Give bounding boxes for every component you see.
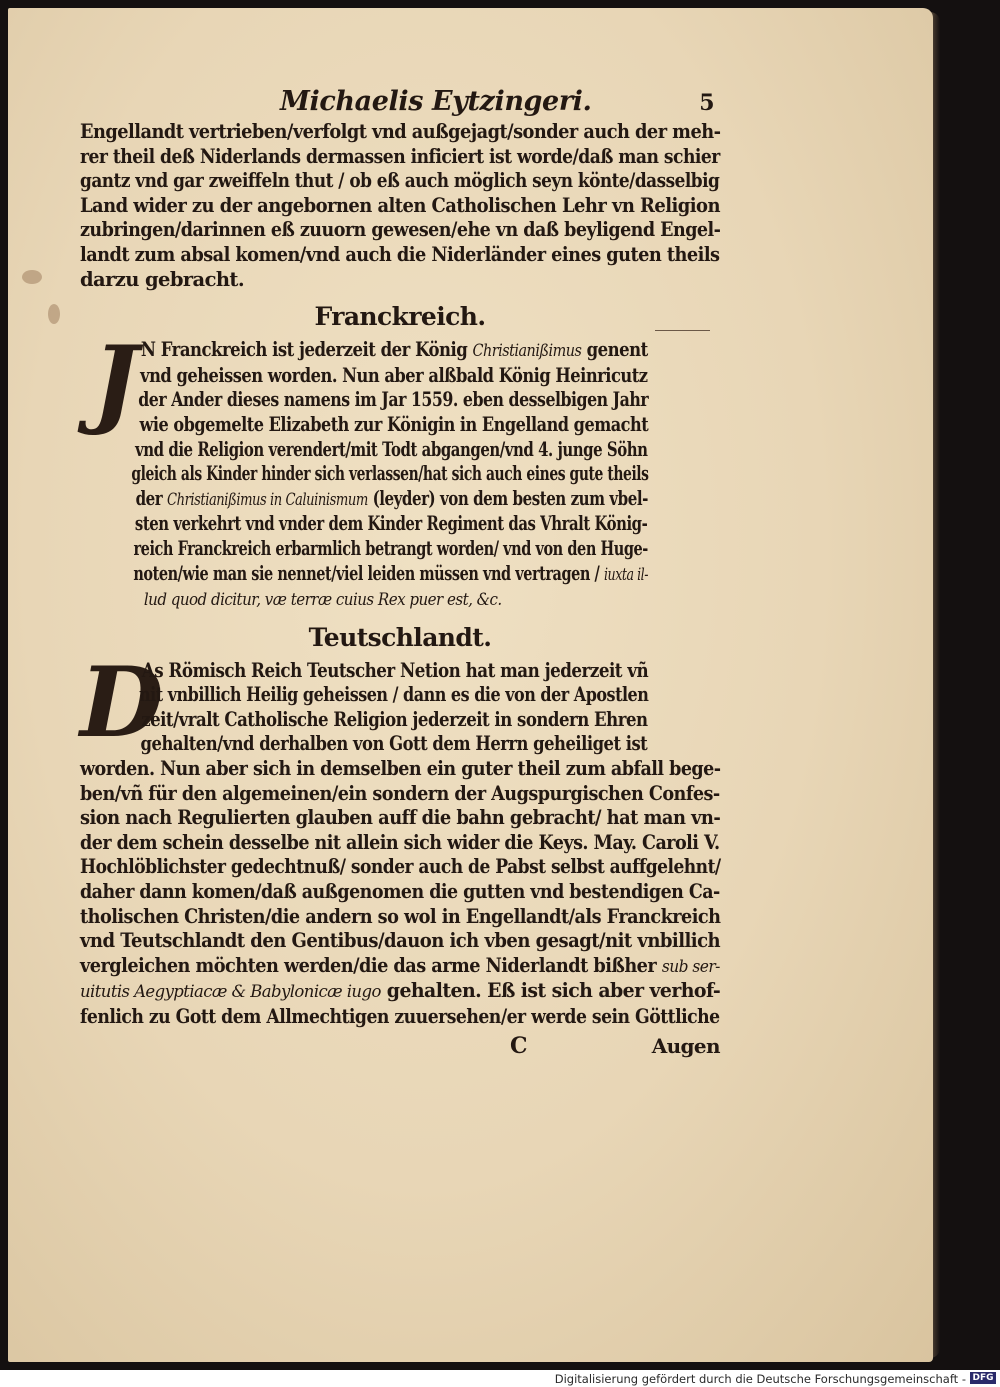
text-line (80, 363, 648, 389)
text-line (80, 587, 648, 613)
line-text: vergleichen möchten werden/die das arme Niderlandt bißher (80, 953, 662, 977)
line-text: ben/vñ für den algemeinen/ein sondern der Augspurgischen Confes- (80, 781, 720, 805)
line-text: sion nach Regulierten glauben auff die bahn gebracht/ hat man vn- (80, 806, 721, 830)
text-line (80, 855, 721, 880)
digitization-credit-bar (0, 1370, 1000, 1387)
latin-italic-text: Christianißimus in Caluinismum (167, 489, 368, 510)
text-line (80, 338, 648, 364)
text-line (80, 806, 721, 831)
ink-stain (22, 270, 42, 284)
text-line: darzu gebracht. (80, 267, 245, 291)
text-line: Land wider zu der angebornen alten Catholischen Lehr vn Religion (80, 193, 720, 217)
text-line: zubringen/darinnen eß zuuorn gewesen/ehe vn daß beyligend Engel- (80, 218, 721, 242)
line-text: der (135, 486, 168, 510)
line-text: (leyder) von dem besten zum vbel- (367, 486, 648, 510)
text-line (80, 561, 649, 588)
line-text: As Römisch Reich Teutscher Netion hat man jederzeit vñ (141, 658, 649, 682)
page-text (80, 86, 721, 1059)
latin-italic-text: sub ser- (661, 956, 720, 977)
section-title-franckreich: Franckreich. (314, 302, 486, 332)
text-line (80, 486, 648, 513)
text-line: Engellandt vertrieben/verfolgt vnd außgejagt/sonder auch der meh- (80, 120, 721, 143)
text-line: landt zum absal komen/vnd auch die Niderländer eines guten theils (80, 242, 720, 266)
line-text: der Ander dieses namens im Jar 1559. eben desselbigen Jahr (138, 388, 649, 412)
line-text: genent (581, 338, 648, 362)
text-line (80, 732, 648, 757)
line-text: nit vnbillich Heilig geheissen / dann es die von der Apostlen (139, 683, 649, 707)
decorative-rule (655, 330, 710, 331)
text-line (80, 953, 720, 980)
text-line (80, 781, 720, 807)
line-text: tholischen Christen/die andern so wol in Engellandt/als Franckreich (80, 904, 721, 928)
line-text: der dem schein desselbe nit allein sich wider die Keys. May. Caroli V. (80, 830, 720, 854)
line-text: gehalten. Eß ist sich aber verhof- (380, 979, 721, 1003)
text-line (80, 707, 648, 733)
line-text: vnd geheissen worden. Nun aber alßbald König Heinricutz (140, 363, 648, 387)
line-text: gehalten/vnd derhalben von Gott dem Herrn geheiliget ist (140, 732, 648, 756)
section-paragraph-franckreich (80, 325, 720, 613)
line-text: wie obgemelte Elizabeth zur Königin in Engelland gemacht (139, 412, 649, 436)
line-text: reich Franckreich erbarmlich betrangt worden/ vnd von den Huge- (133, 536, 648, 560)
digitization-credit: Digitalisierung gefördert durch die Deutsche Forschungsgemeinschaft - (554, 1372, 966, 1386)
text-line (80, 437, 648, 463)
text-line (80, 904, 721, 930)
latin-italic-text: Christianißimus (472, 341, 582, 362)
line-text: zeit/vralt Catholische Religion jederzeit in sondern Ehren (141, 707, 648, 731)
signature-mark: C (510, 1032, 527, 1059)
line-text: noten/wie man sie nennet/viel leiden müssen vnd vertragen / (133, 561, 604, 585)
line-text: worden. Nun aber sich in demselben ein guter theil zum abfall bege- (80, 757, 721, 781)
section-paragraph-teutschlandt (80, 645, 721, 1030)
drop-cap-initial: D (80, 645, 163, 759)
latin-italic-text: lud quod dicitur, væ terræ cuius Rex puer est, &c. (143, 590, 502, 611)
text-line (80, 1005, 720, 1030)
section-title-teutschlandt: Teutschlandt. (308, 622, 492, 652)
text-line (80, 658, 649, 684)
text-line: gantz vnd gar zweiffeln thut / ob eß auch möglich seyn könte/dasselbig (80, 169, 720, 193)
text-line (80, 412, 649, 438)
text-line (80, 536, 648, 562)
text-line (80, 979, 721, 1005)
latin-italic-text: uitutis Aegyptiacæ & Babylonicæ iugo (80, 982, 381, 1003)
text-line (80, 929, 721, 954)
page-number: 5 (699, 90, 714, 116)
line-text: gleich als Kinder hinder sich verlassen/hat sich auch eines gute theils (131, 462, 649, 486)
text-line (80, 388, 649, 413)
drop-cap-initial: J (92, 325, 138, 439)
catchword: Augen (651, 1033, 720, 1058)
text-line (80, 880, 720, 905)
line-text: vnd die Religion verendert/mit Todt abgangen/vnd 4. junge Söhn (135, 437, 648, 461)
running-title: Michaelis Eytzingeri. (280, 86, 592, 117)
line-text: sten verkehrt vnd vnder dem Kinder Regiment das Vhralt König- (134, 512, 648, 536)
ink-stain (48, 304, 60, 324)
line-text: fenlich zu Gott dem Allmechtigen zuuersehen/er werde sein Göttliche (80, 1005, 720, 1028)
line-text: Hochlöblichster gedechtnuß/ sonder auch de Pabst selbst auffgelehnt/ (80, 855, 721, 879)
dfg-logo-icon: DFG (970, 1372, 996, 1384)
running-header (80, 86, 720, 120)
text-line (80, 757, 721, 782)
line-text: N Franckreich ist jederzeit der König (140, 338, 473, 362)
text-line (80, 830, 720, 856)
line-text: vnd Teutschlandt den Gentibus/dauon ich vben gesagt/nit vnbillich (80, 929, 721, 953)
text-line: rer theil deß Niderlands dermassen inficiert ist worde/daß man schier (80, 144, 720, 168)
page-footer-marks (80, 1034, 720, 1059)
text-line (80, 512, 648, 537)
text-line (80, 683, 649, 708)
latin-italic-text: iuxta il- (603, 564, 649, 585)
line-text: daher dann komen/daß außgenomen die gutten vnd bestendigen Ca- (80, 880, 720, 904)
opening-paragraph (80, 120, 720, 292)
text-line (80, 462, 649, 487)
